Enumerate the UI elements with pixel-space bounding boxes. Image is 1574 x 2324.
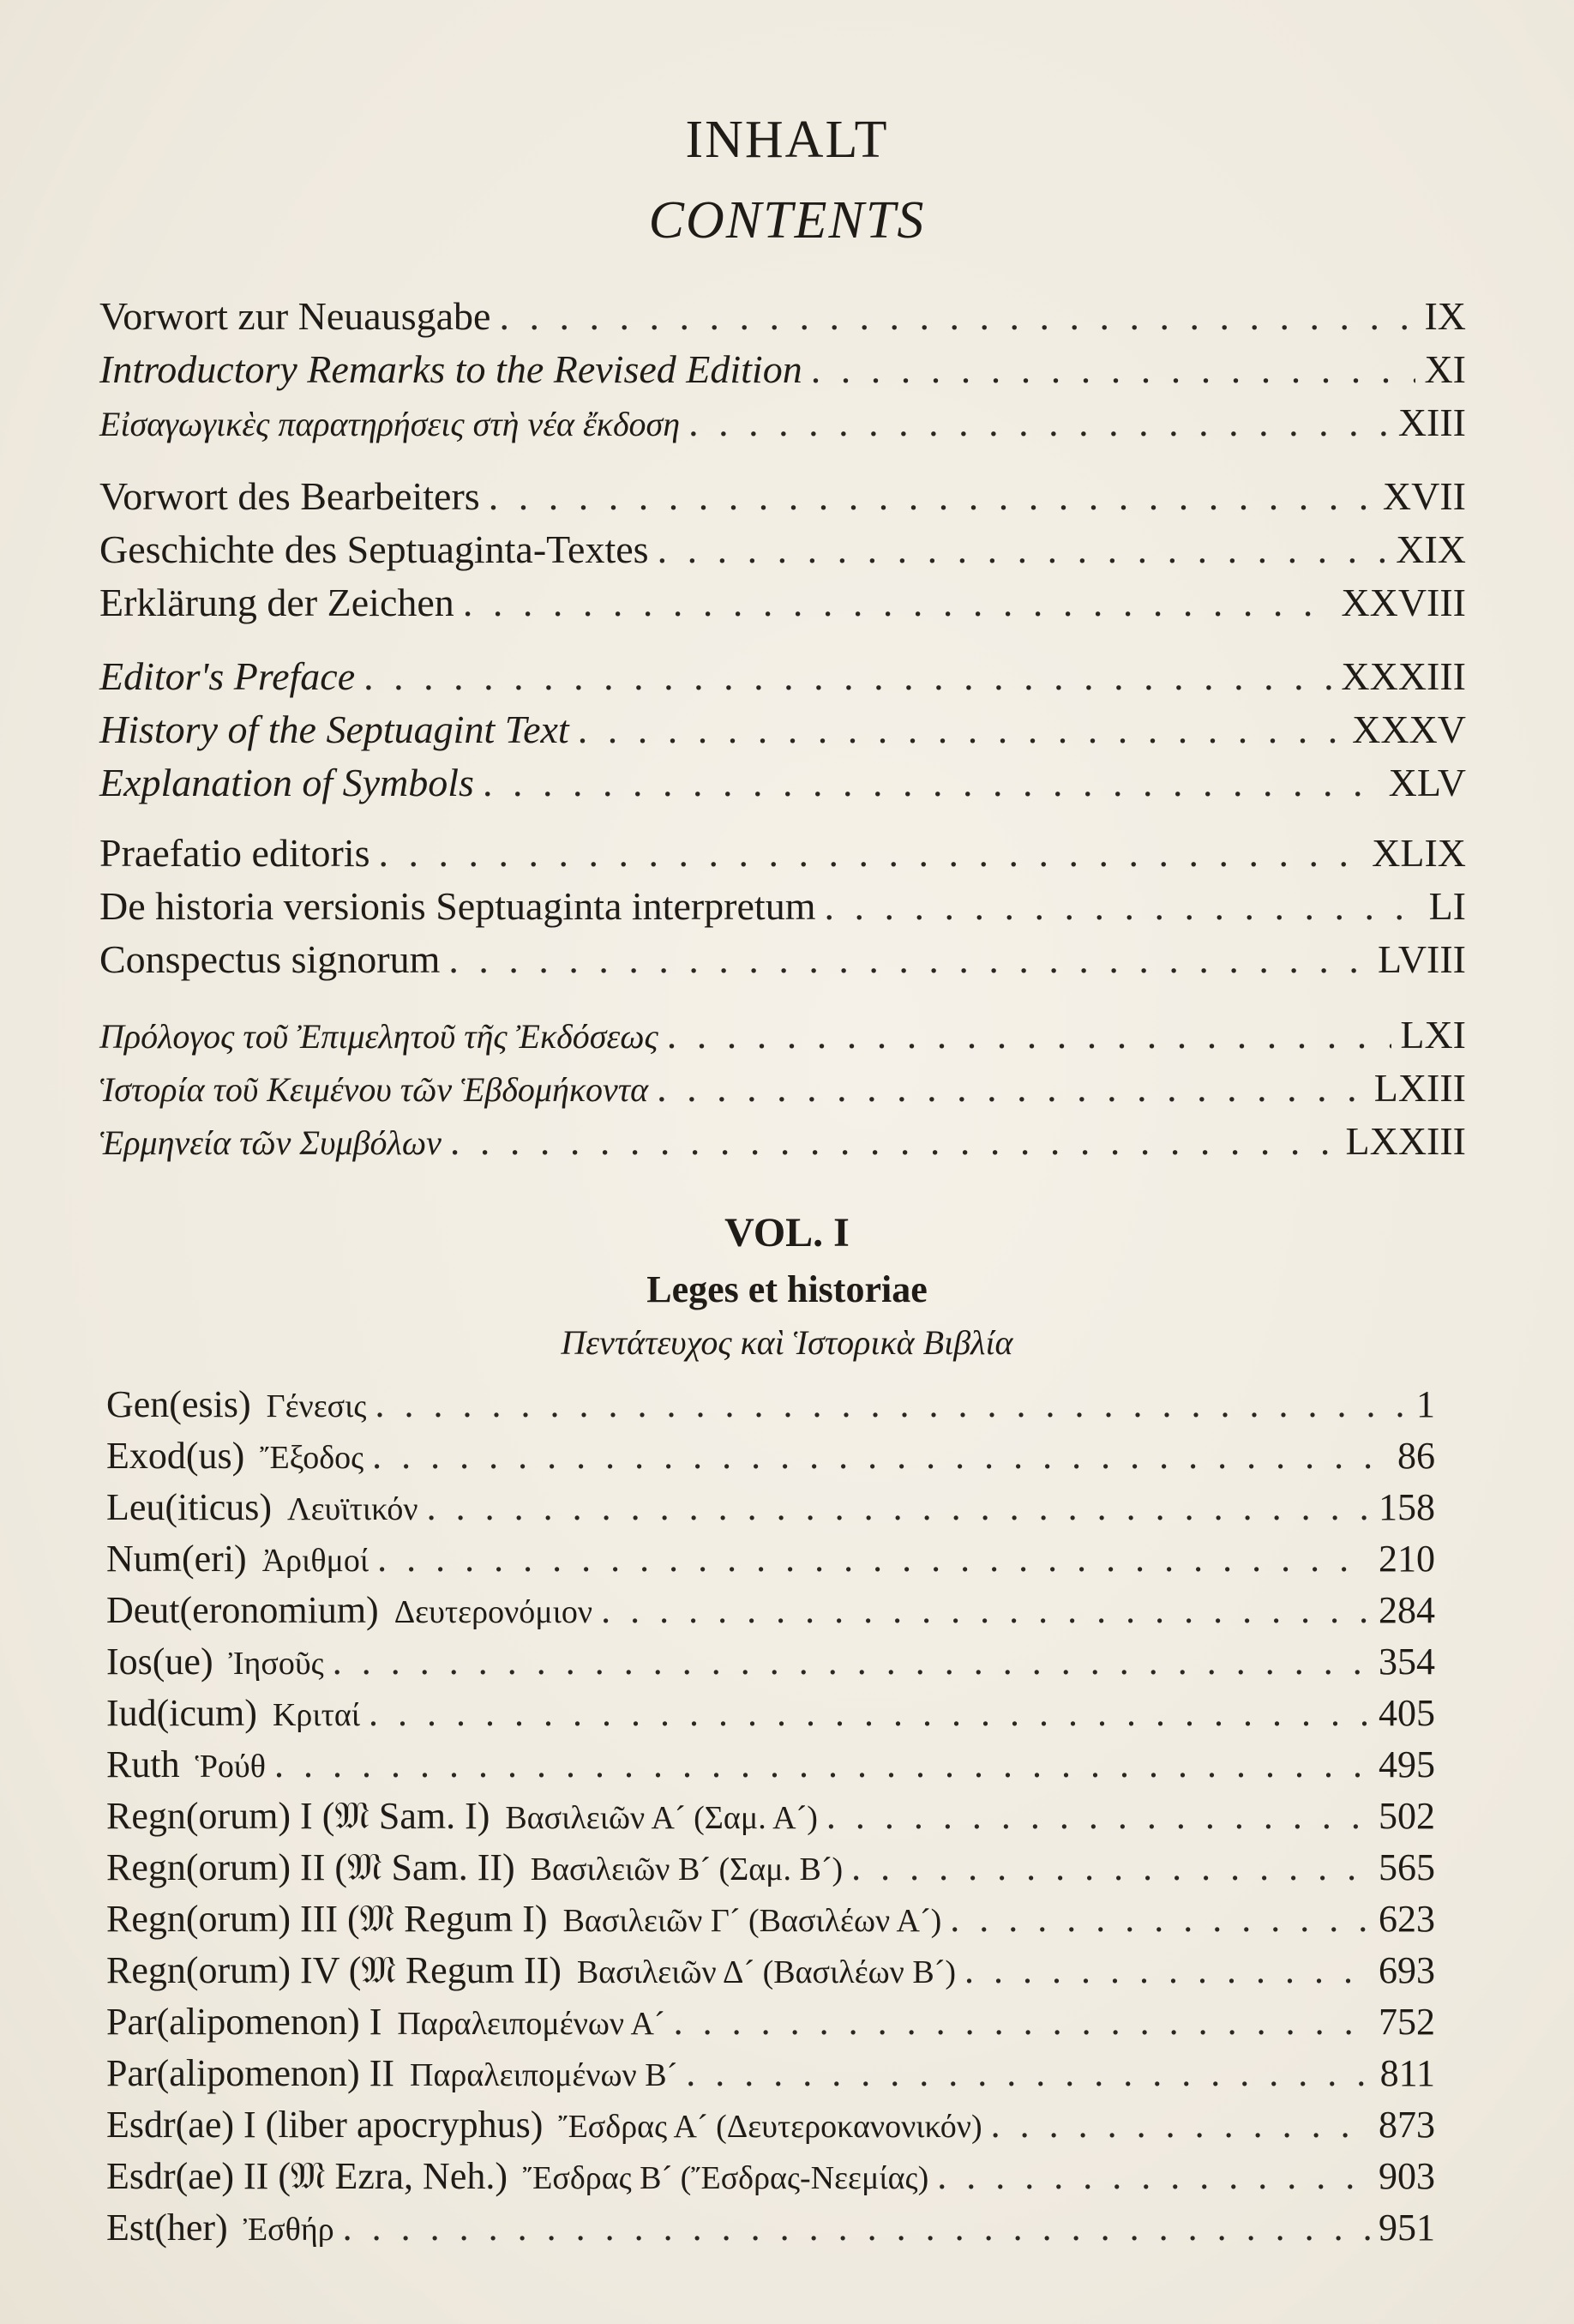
- leader-dots: [483, 760, 1380, 805]
- leader-dots: [826, 1794, 1370, 1838]
- leader-dots: [824, 883, 1420, 929]
- toc-entry-page: LXI: [1400, 1013, 1466, 1057]
- book-greek-name: Δευτερονόμιον: [394, 1594, 593, 1630]
- book-greek-name: Βασιλειῶν Γ´ (Βασιλέων Α´): [562, 1903, 942, 1939]
- book-latin-name: Par(alipomenon) I: [106, 2001, 382, 2043]
- toc-entry: [99, 473, 1466, 527]
- book-latin-name: Esdr(ae) II (𝔐 Ezra, Neh.): [106, 2155, 508, 2197]
- book-entry: [106, 2000, 1435, 2053]
- toc-entry-title: Conspectus signorum: [99, 937, 441, 981]
- book-greek-name: Γένεσις: [266, 1388, 367, 1424]
- toc-entry-page: XI: [1424, 347, 1466, 391]
- page-title-german: INHALT: [685, 111, 889, 169]
- book-entry: [106, 1794, 1435, 1847]
- book-greek-name: Ἐσθήρ: [243, 2212, 334, 2248]
- book-greek-name: Ἀριθμοί: [261, 1543, 369, 1579]
- book-latin-name: Par(alipomenon) II: [106, 2052, 394, 2094]
- book-entry: [106, 1691, 1435, 1744]
- toc-entry-title: Geschichte des Septuaginta-Textes: [99, 527, 649, 571]
- book-latin-name: Leu(iticus): [106, 1486, 273, 1528]
- toc-entry-page: IX: [1424, 294, 1466, 338]
- toc-entry: [99, 830, 1466, 883]
- volume-title: VOL. I: [724, 1210, 850, 1255]
- leader-dots: [343, 2206, 1370, 2249]
- book-page-number: 873: [1379, 2104, 1435, 2146]
- leader-dots: [937, 2154, 1370, 2198]
- leader-dots: [363, 653, 1332, 699]
- toc-entry-title: Ἱστορία τοῦ Κειμένου τῶν Ἑβδομήκοντα: [99, 1070, 649, 1109]
- leader-dots: [463, 580, 1333, 625]
- book-latin-name: Deut(eronomium): [106, 1589, 379, 1631]
- book-page-number: 354: [1379, 1641, 1435, 1683]
- book-entry: [106, 2103, 1435, 2156]
- toc-entry-title: Εἰσαγωγικὲς παρατηρήσεις στὴ νέα ἔκδοση: [99, 405, 681, 443]
- toc-entry-title: De historia versionis Septuaginta interpretum: [99, 884, 816, 928]
- book-entry: [106, 1588, 1435, 1641]
- toc-entry-title: Praefatio editoris: [99, 831, 370, 875]
- book-entry: [106, 1485, 1435, 1538]
- book-entry: [106, 1897, 1435, 1950]
- toc-entry-page: XVII: [1382, 474, 1466, 518]
- book-page-number: 158: [1379, 1486, 1435, 1528]
- book-entry: [106, 1382, 1435, 1436]
- leader-dots: [369, 1691, 1370, 1735]
- book-page-number: 811: [1379, 2052, 1435, 2094]
- leader-dots: [686, 2051, 1371, 2095]
- book-greek-name: Ἔσδρας Β´ (Ἔσδρας-Νεεμίας): [523, 2160, 929, 2196]
- book-page-number: 210: [1379, 1538, 1435, 1580]
- book-latin-name: Regn(orum) I (𝔐 Sam. I): [106, 1795, 490, 1837]
- book-page-number: 502: [1379, 1795, 1435, 1837]
- book-greek-name: Κριταί: [272, 1697, 360, 1733]
- leader-dots: [674, 2000, 1370, 2044]
- leader-dots: [448, 936, 1369, 982]
- toc-entry-page: LXIII: [1373, 1066, 1466, 1110]
- toc-entry-page: XXVIII: [1341, 581, 1466, 624]
- leader-dots: [950, 1897, 1370, 1941]
- book-entry: [106, 1845, 1435, 1899]
- toc-entry-title: Vorwort des Bearbeiters: [99, 474, 480, 518]
- toc-entry-page: LI: [1428, 884, 1466, 928]
- volume-subtitle-greek: Πεντάτευχος καὶ Ἱστορικὰ Βιβλία: [561, 1323, 1013, 1362]
- leader-dots: [578, 707, 1343, 752]
- book-latin-name: Gen(esis): [106, 1383, 251, 1425]
- book-greek-name: Βασιλειῶν Β´ (Σαμ. Β´): [530, 1851, 844, 1887]
- toc-entry: [99, 293, 1466, 346]
- book-page-number: 623: [1379, 1898, 1435, 1940]
- toc-entry-title: Πρόλογος τοῦ Ἐπιμελητοῦ τῆς Ἐκδόσεως: [99, 1017, 658, 1056]
- book-page-number: 1: [1416, 1383, 1435, 1425]
- book-latin-name: Est(her): [106, 2207, 228, 2249]
- book-greek-name: Παραλειπομένων Α´: [397, 2006, 665, 2042]
- toc-entry-title: Introductory Remarks to the Revised Edition: [99, 347, 802, 391]
- toc-entry-title: Editor's Preface: [99, 654, 356, 698]
- leader-dots: [372, 1434, 1389, 1478]
- toc-entry: [99, 346, 1466, 400]
- toc-entry: [99, 580, 1466, 633]
- book-page-number: 86: [1397, 1435, 1435, 1477]
- book-entry: [106, 1948, 1435, 2002]
- leader-dots: [851, 1845, 1370, 1889]
- toc-entry-title: Vorwort zur Neuausgabe: [99, 294, 491, 338]
- leader-dots: [274, 1743, 1370, 1786]
- book-latin-name: Regn(orum) II (𝔐 Sam. II): [106, 1846, 515, 1888]
- leader-dots: [964, 1948, 1370, 1992]
- toc-entry-title: Erklärung der Zeichen: [99, 581, 454, 624]
- book-greek-name: Παραλειπομένων Β´: [410, 2057, 678, 2093]
- toc-entry-page: XXXIII: [1341, 654, 1466, 698]
- toc-entry-page: LVIII: [1377, 937, 1466, 981]
- toc-entry: [99, 936, 1466, 990]
- leader-dots: [601, 1588, 1370, 1632]
- toc-entry-page: XLV: [1388, 761, 1466, 804]
- leader-dots: [688, 400, 1390, 445]
- toc-entry-page: XLIX: [1372, 831, 1466, 875]
- page-title-english: CONTENTS: [648, 191, 926, 250]
- book-entry: [106, 2154, 1435, 2207]
- toc-entry-page: XIX: [1396, 527, 1466, 571]
- book-greek-name: Ἰησοῦς: [228, 1646, 324, 1682]
- book-latin-name: Ios(ue): [106, 1641, 213, 1683]
- toc-entry-page: XIII: [1397, 400, 1466, 444]
- leader-dots: [377, 1537, 1370, 1580]
- book-entry: [106, 1743, 1435, 1796]
- book-page-number: 565: [1379, 1846, 1435, 1888]
- book-entry: [106, 1434, 1435, 1487]
- leader-dots: [991, 2103, 1370, 2146]
- leader-dots: [657, 1065, 1366, 1111]
- book-greek-name: Ἔξοδος: [260, 1440, 364, 1476]
- book-page-number: 752: [1379, 2001, 1435, 2043]
- leader-dots: [333, 1640, 1370, 1683]
- book-latin-name: Regn(orum) III (𝔐 Regum I): [106, 1898, 548, 1940]
- toc-entry-page: XXXV: [1352, 707, 1466, 751]
- toc-entry: [99, 653, 1466, 707]
- book-page-number: 284: [1379, 1589, 1435, 1631]
- toc-entry-title: Explanation of Symbols: [99, 761, 474, 804]
- book-greek-name: Λευϊτικόν: [287, 1491, 418, 1527]
- leader-dots: [499, 293, 1415, 339]
- toc-entry: [99, 527, 1466, 580]
- book-entry: [106, 2206, 1435, 2259]
- toc-entry-page: LXXIII: [1345, 1119, 1466, 1163]
- toc-entry: [99, 1012, 1466, 1065]
- book-latin-name: Iud(icum): [106, 1692, 257, 1734]
- book-page-number: 693: [1379, 1949, 1435, 1991]
- toc-entry: [99, 400, 1466, 453]
- book-latin-name: Esdr(ae) I (liber apocryphus): [106, 2104, 544, 2146]
- book-greek-name: Βασιλειῶν Α´ (Σαμ. Α´): [505, 1800, 818, 1836]
- toc-entry-title: Ἑρμηνεία τῶν Συμβόλων: [99, 1123, 442, 1162]
- book-latin-name: Ruth: [106, 1743, 180, 1785]
- book-latin-name: Num(eri): [106, 1538, 247, 1580]
- toc-entry: [99, 760, 1466, 813]
- toc-entry: [99, 707, 1466, 760]
- book-entry: [106, 1640, 1435, 1693]
- toc-entry: [99, 1118, 1466, 1171]
- book-latin-name: Exod(us): [106, 1435, 245, 1477]
- toc-entry: [99, 883, 1466, 936]
- toc-entry: [99, 1065, 1466, 1118]
- book-page-number: 495: [1379, 1743, 1435, 1785]
- book-page-number: 951: [1379, 2207, 1435, 2249]
- leader-dots: [379, 830, 1364, 876]
- book-entry: [106, 2051, 1435, 2104]
- toc-entry-title: History of the Septuagint Text: [99, 707, 569, 751]
- leader-dots: [427, 1485, 1370, 1529]
- book-greek-name: Ῥούθ: [195, 1749, 266, 1785]
- leader-dots: [811, 346, 1416, 392]
- leader-dots: [667, 1012, 1392, 1057]
- volume-subtitle: Leges et historiae: [646, 1268, 928, 1310]
- leader-dots: [375, 1382, 1408, 1426]
- leader-dots: [658, 527, 1388, 572]
- leader-dots: [489, 473, 1374, 519]
- book-entry: [106, 1537, 1435, 1590]
- book-greek-name: Ἔσδρας Α´ (Δευτεροκανονικόν): [558, 2109, 982, 2145]
- book-page-number: 903: [1379, 2155, 1435, 2197]
- book-greek-name: Βασιλειῶν Δ´ (Βασιλέων Β´): [576, 1954, 956, 1990]
- leader-dots: [450, 1118, 1337, 1164]
- book-latin-name: Regn(orum) IV (𝔐 Regum II): [106, 1949, 562, 1991]
- book-page-number: 405: [1379, 1692, 1435, 1734]
